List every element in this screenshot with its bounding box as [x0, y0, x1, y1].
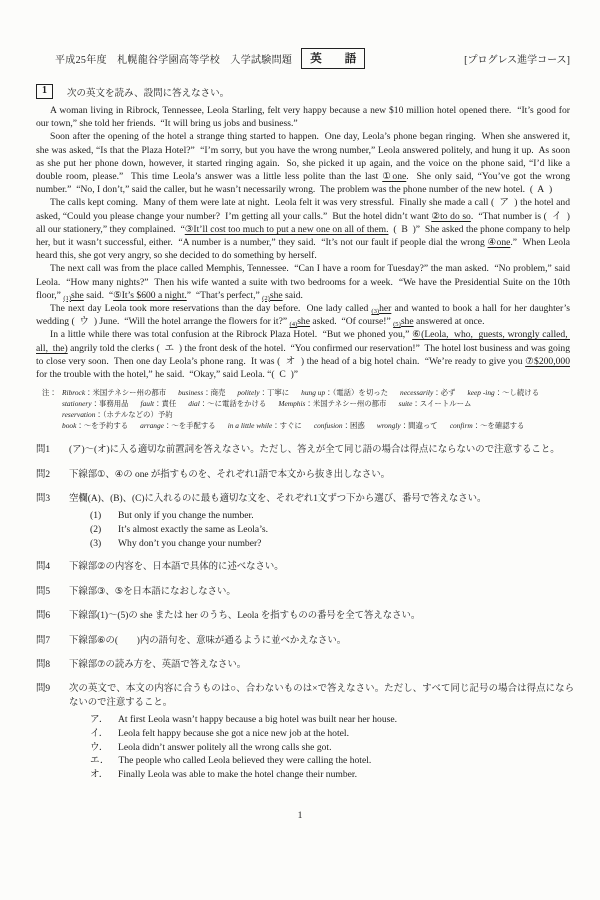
text-run: said. “	[83, 289, 114, 301]
option-line	[90, 727, 574, 740]
passage-paragraph-2	[36, 130, 570, 196]
underlined-phrase: ③It’ll cost too much to put a new one on all of them.	[184, 223, 389, 235]
underlined-phrase: her	[379, 303, 392, 315]
underlined-phrase: ⑤It’s $600 a night.	[113, 289, 187, 301]
question-4	[36, 561, 574, 574]
text-run: ” “That’s perfect,”	[186, 289, 263, 301]
underlined-phrase: ⑥(Leola, who, guests, wrongly called, all, the)	[36, 329, 570, 354]
section-head	[36, 84, 570, 99]
text-run: angrily told the clerks ( エ ) the front desk of the hotel. “You confirmed our reservation!” The hotel lost business and was going to close very soon. Then one day Leola’s phone rang. It was ( オ ) the head of a big hotel chain. “We’re ready to give you	[36, 342, 570, 367]
vocab-term: dial	[188, 399, 200, 409]
text-run: . She only said, “You’ve got the wrong number.” “No, I don’t,” said the caller, but he wasn’t necessarily wrong. The problem was the phone number of the new hotel. ( A )	[36, 171, 571, 196]
vocab-note: wrongly：間違って	[376, 420, 438, 430]
vocab-note: confirm：〜を確認する	[449, 420, 525, 430]
vocab-term: hung up	[301, 388, 326, 398]
option-label: ア．	[90, 713, 109, 725]
question-text: 次の英文で、本文の内容に合うものは○、合わないものは×で答えなさい。ただし、すべて同じ記号の場合は得点にならないので注意すること。	[69, 684, 574, 708]
text-run: asked. “Of course!”	[310, 316, 394, 328]
vocab-note: stationery：事務用品	[62, 399, 129, 409]
question-text: 下線部②の内容を、日本語で具体的に述べなさい。	[69, 562, 284, 573]
vocab-term: wrongly	[376, 420, 401, 430]
passage-paragraph-4	[36, 262, 570, 302]
vocab-term: reservation	[62, 409, 96, 419]
notes-row-3	[62, 421, 574, 432]
passage-paragraph-1	[36, 104, 570, 130]
question-5	[36, 586, 574, 599]
vocab-term: fault	[140, 399, 155, 409]
reference-subscript: (1)	[63, 294, 72, 302]
underlined-phrase: she	[400, 316, 414, 328]
vocab-note: book：〜を予約する	[62, 420, 129, 430]
reference-subscript: (5)	[393, 321, 401, 329]
notes-body	[62, 388, 574, 431]
section-instruction: 次の英文を読み、設問に答えなさい。	[67, 88, 230, 99]
text-run: The calls kept coming. Many of them were late at night. Leola felt it was very stressful. Finally she made a call ( ア ) the hotel and asked, “Could you please change your number? I’m getting all your calls.” But the hotel didn’t want	[36, 197, 570, 222]
option-line	[90, 768, 574, 781]
question-6	[36, 610, 574, 623]
option-line	[90, 741, 574, 754]
vocab-note: hung up：（電話）を切った	[301, 388, 388, 398]
option-text: The people who called Leola believed they were calling the hotel.	[118, 755, 372, 767]
text-run: . “That number is ( イ ) all our stationery,” they complained. “	[36, 210, 571, 235]
page-number: 1	[297, 810, 303, 821]
question-label: 問3	[36, 494, 51, 505]
question-label: 問2	[36, 469, 51, 480]
question-text: 空欄(A)、(B)、(C)に入れるのに最も適切な文を、それぞれ1文ずつ下から選び、番号で答えなさい。	[69, 494, 487, 505]
vocab-note: reservation：（ホテルなどの）予約	[62, 409, 173, 419]
text-run: answered at once.	[413, 316, 485, 328]
question-7	[36, 635, 574, 648]
question-label: 問1	[36, 445, 51, 456]
vocab-term: suite	[398, 399, 413, 409]
option-label: (1)	[90, 510, 102, 522]
text-run: Soon after the opening of the hotel a strange thing started to happen. One day, Leola’s phone began ringing. When she answered it, she was asked, “Is that the Plaza Hotel?” “I’m sorry, but you have the wrong number,” Leola answered politely, and hung it up. As soon as she put her phone down, however, it started ringing again. So, she picked it up again, and the voice on the phone said, “I’d like a double room, please.” This time Leola’s answer was a little less polite than the last	[36, 131, 570, 183]
option-text: Leola didn’t answer politely all the wrong calls she got.	[118, 741, 332, 753]
vocab-note: in a little while：すぐに	[227, 420, 302, 430]
option-label: (3)	[90, 537, 102, 549]
question-label: 問5	[36, 586, 51, 597]
question-text: 下線部⑥の( )内の語句を、意味が通るように並べかえなさい。	[69, 635, 347, 646]
vocab-term: politely	[237, 388, 260, 398]
underlined-phrase: ④one	[487, 237, 511, 249]
notes-row-1	[62, 388, 574, 399]
vocab-term: in a little while	[227, 420, 273, 430]
question-text: 下線部①、④の one が指すものを、それぞれ1語で本文から抜き出しなさい。	[69, 469, 390, 480]
option-line	[90, 509, 574, 522]
exam-title: 平成25年度 札幌龍谷学園高等学校 入学試験問題	[55, 55, 293, 66]
question-label: 問9	[36, 684, 51, 695]
question-9-options	[90, 713, 574, 782]
option-text: But only if you change the number.	[118, 510, 254, 522]
vocab-note: business：商売	[178, 388, 226, 398]
question-3	[36, 493, 574, 550]
text-run: A woman living in Ribrock, Tennessee, Leola Starling, felt very happy because a new $10 million hotel opened there. “It’s good for our town,” she told her friends. “It will bring us jobs and business.”	[36, 105, 570, 130]
vocabulary-notes	[42, 388, 574, 431]
vocab-term: Memphis	[278, 399, 306, 409]
text-run: The next day Leola took more reservations than the day before. One lady called	[50, 303, 372, 315]
text-run: and wanted to book a hall for her daughter’s wedding ( ウ ) June. “Will the hotel arrange the flowers for it?”	[36, 303, 570, 328]
notes-label: 注：	[42, 388, 57, 398]
option-line	[90, 754, 574, 767]
underlined-phrase: ⑦$200,000	[525, 355, 570, 367]
vocab-term: arrange	[140, 420, 164, 430]
text-run: In a little while there was total confusion at the Ribrock Plaza Hotel. “But we phoned you,”	[50, 329, 413, 341]
passage-paragraph-3	[36, 196, 570, 262]
question-label: 問8	[36, 660, 51, 671]
option-text: Leola felt happy because she got a nice new job at the hotel.	[118, 727, 349, 739]
question-label: 問6	[36, 611, 51, 622]
subject-box: 英 語	[301, 48, 365, 69]
option-label: (2)	[90, 524, 102, 536]
vocab-note: Memphis：米国テネシー州の都市	[278, 399, 387, 409]
course-label: [プログレス進学コース]	[464, 55, 570, 66]
option-label: エ．	[90, 755, 110, 767]
question-text: (ア)〜(オ)に入る適切な前置詞を答えなさい。ただし、答えが全て同じ語の場合は得点にならないので注意すること。	[69, 445, 560, 456]
question-2	[36, 469, 574, 482]
questions-list	[36, 444, 574, 781]
passage-paragraph-6	[36, 328, 570, 381]
question-text: 下線部⑦の読み方を、英語で答えなさい。	[69, 660, 247, 671]
vocab-term: business	[178, 388, 204, 398]
vocab-note: necessarily：必ず	[400, 388, 456, 398]
vocab-term: confusion	[313, 420, 343, 430]
question-text: 下線部(1)〜(5)の she または her のうち、Leola を指すものの番号を全て答えなさい。	[69, 611, 421, 622]
question-8	[36, 659, 574, 672]
reading-passage	[36, 104, 570, 381]
vocab-term: stationery	[62, 399, 92, 409]
question-1	[36, 444, 574, 457]
underlined-phrase: she	[71, 289, 84, 301]
section-number-box: 1	[36, 84, 53, 99]
vocab-note: suite：スイートルーム	[398, 399, 472, 409]
option-text: It’s almost exactly the same as Leola’s.	[118, 524, 268, 536]
vocab-note: confusion：困惑	[313, 420, 365, 430]
text-run: said.	[282, 289, 303, 301]
option-line	[90, 523, 574, 536]
option-label: ウ．	[90, 741, 109, 753]
reference-subscript: (2)	[262, 294, 270, 302]
question-3-options	[90, 509, 574, 550]
question-label: 問7	[36, 635, 51, 646]
vocab-note: arrange：〜を手配する	[140, 420, 216, 430]
reference-subscript: (3)	[371, 308, 380, 316]
option-text: Why don’t you change your number?	[118, 537, 262, 549]
text-run: The next call was from the place called Memphis, Tennessee. “Can I have a room for Tuesday?” the man asked. “No problem,” said Leola. “How many nights?” Then his wife wanted a suite with two bedrooms for a week. “We have the Presidential Suite on the 10th floor,”	[36, 263, 570, 301]
vocab-note: keep -ing：〜し続ける	[467, 388, 540, 398]
vocab-term: confirm	[449, 420, 473, 430]
underlined-phrase: ②to do so	[431, 210, 471, 222]
text-run: ( B )” She asked the phone company to help her, but it wasn’t successful, either. “A number is a number,” they said. “It’s not our fault if people dial the wrong	[36, 223, 571, 249]
vocab-note: fault：責任	[140, 399, 177, 409]
passage-paragraph-5	[36, 302, 570, 328]
option-line	[90, 713, 574, 726]
question-label: 問4	[36, 562, 51, 573]
underlined-phrase: ①one	[382, 171, 407, 183]
option-label: イ．	[90, 727, 109, 739]
vocab-note: dial：〜に電話をかける	[188, 399, 267, 409]
text-run: .” When Leola heard this, she got very angry, so she decided to do something by herself.	[36, 237, 571, 262]
reference-subscript: (4)	[289, 321, 298, 329]
option-text: Finally Leola was able to make the hotel change their number.	[118, 769, 357, 781]
vocab-note: Ribrock：米国テネシー州の都市	[62, 388, 167, 398]
text-run: for the trouble with the hotel,” he said. “Okay,” said Leola. “( C )”	[36, 369, 299, 381]
vocab-note: politely：丁寧に	[237, 388, 290, 398]
question-text: 下線部③、⑤を日本語になおしなさい。	[69, 586, 236, 597]
underlined-phrase: she	[269, 289, 283, 301]
underlined-phrase: she	[297, 316, 310, 328]
notes-row-2	[62, 399, 574, 421]
vocab-term: book	[62, 420, 77, 430]
option-text: At first Leola wasn’t happy because a big hotel was built near her house.	[118, 713, 398, 725]
vocab-term: keep -ing	[467, 388, 495, 398]
option-label: オ．	[90, 769, 109, 781]
question-9	[36, 683, 574, 781]
option-line	[90, 537, 574, 550]
vocab-term: Ribrock	[62, 388, 86, 398]
exam-header	[0, 0, 600, 69]
vocab-term: necessarily	[400, 388, 434, 398]
